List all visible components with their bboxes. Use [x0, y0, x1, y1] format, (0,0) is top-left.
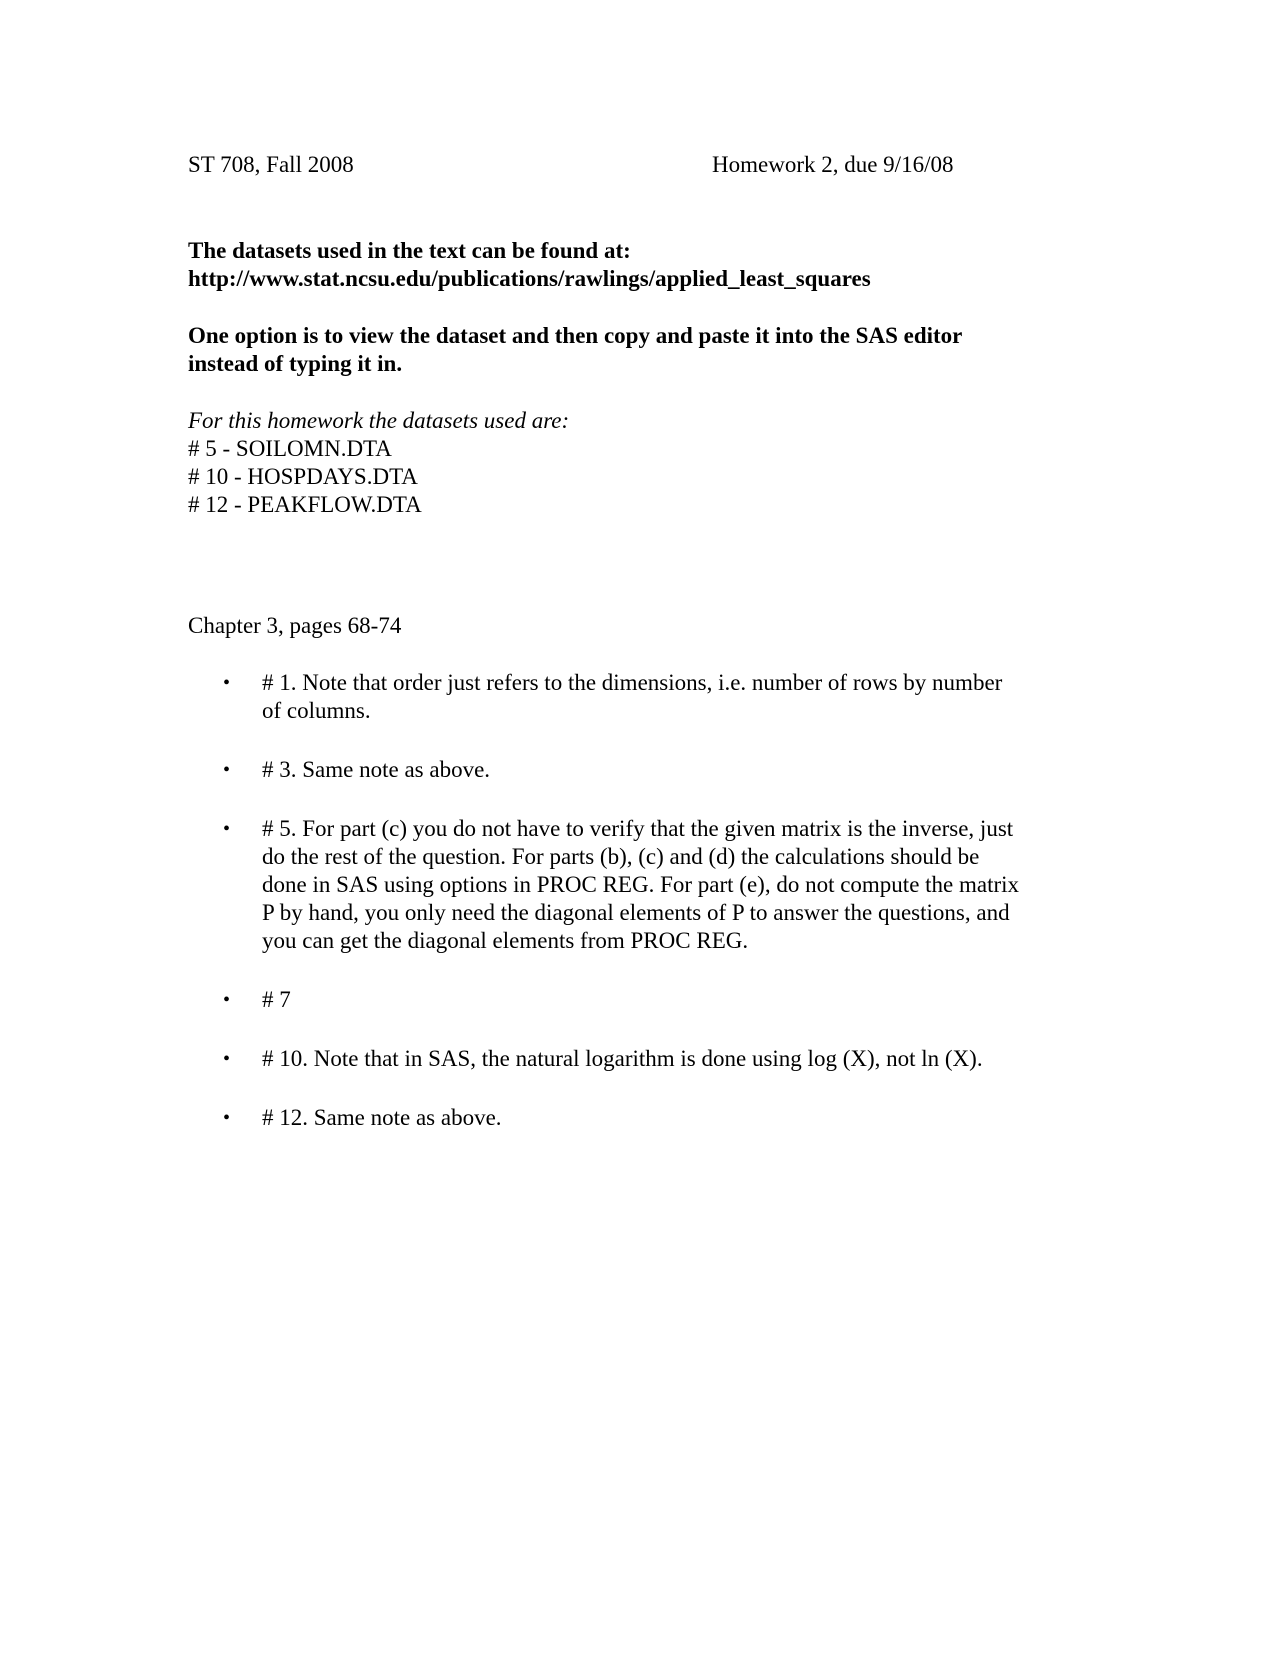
problem-text-line: of columns.	[262, 698, 371, 723]
bullet-icon: •	[223, 989, 231, 1011]
problem-list	[188, 669, 1108, 1163]
problem-text-line: # 5. For part (c) you do not have to verify that the given matrix is the inverse, just	[262, 816, 1014, 841]
bullet-icon: •	[223, 759, 231, 781]
problem-text-line: # 1. Note that order just refers to the dimensions, i.e. number of rows by number	[262, 670, 1003, 695]
dataset-item: # 12 - PEAKFLOW.DTA	[188, 492, 422, 517]
problem-text-line: # 10. Note that in SAS, the natural logarithm is done using log (X), not ln (X).	[262, 1046, 983, 1071]
problem-text	[262, 1104, 1102, 1132]
chapter-title: Chapter 3, pages 68-74	[188, 613, 402, 638]
problem-item	[188, 815, 1108, 955]
datasets-url: http://www.stat.ncsu.edu/publications/rawlings/applied_least_squares	[188, 266, 871, 291]
dataset-item: # 5 - SOILOMN.DTA	[188, 436, 392, 461]
problem-text	[262, 756, 1102, 784]
problem-text	[262, 986, 1102, 1014]
course-header: ST 708, Fall 2008	[188, 152, 354, 177]
bullet-icon: •	[223, 672, 231, 694]
problem-text	[262, 669, 1102, 725]
problem-text-line: you can get the diagonal elements from PROC REG.	[262, 928, 749, 953]
datasets-location-note	[188, 237, 1108, 293]
problem-item	[188, 1104, 1108, 1132]
bullet-icon: •	[223, 1048, 231, 1070]
datasets-list	[188, 407, 1108, 519]
copy-paste-line-2: instead of typing it in.	[188, 351, 403, 376]
bullet-icon: •	[223, 818, 231, 840]
problem-item	[188, 1045, 1108, 1073]
problem-text-line: do the rest of the question. For parts (b), (c) and (d) the calculations should be	[262, 844, 980, 869]
problem-text-line: P by hand, you only need the diagonal elements of P to answer the questions, and	[262, 900, 1010, 925]
datasets-location-line: The datasets used in the text can be found at:	[188, 238, 631, 263]
copy-paste-line-1: One option is to view the dataset and then copy and paste it into the SAS editor	[188, 323, 963, 348]
problem-text-line: # 12. Same note as above.	[262, 1105, 502, 1130]
problem-text-line: # 7	[262, 987, 291, 1012]
bullet-icon: •	[223, 1107, 231, 1129]
problem-item	[188, 756, 1108, 784]
problem-item	[188, 669, 1108, 725]
datasets-list-intro: For this homework the datasets used are:	[188, 408, 570, 433]
problem-text-line: done in SAS using options in PROC REG. For part (e), do not compute the matrix	[262, 872, 1020, 897]
problem-text-line: # 3. Same note as above.	[262, 757, 491, 782]
copy-paste-note	[188, 322, 1108, 378]
problem-text	[262, 1045, 1102, 1073]
assignment-header: Homework 2, due 9/16/08	[712, 152, 954, 177]
problem-item	[188, 986, 1108, 1014]
dataset-item: # 10 - HOSPDAYS.DTA	[188, 464, 418, 489]
problem-text	[262, 815, 1102, 955]
